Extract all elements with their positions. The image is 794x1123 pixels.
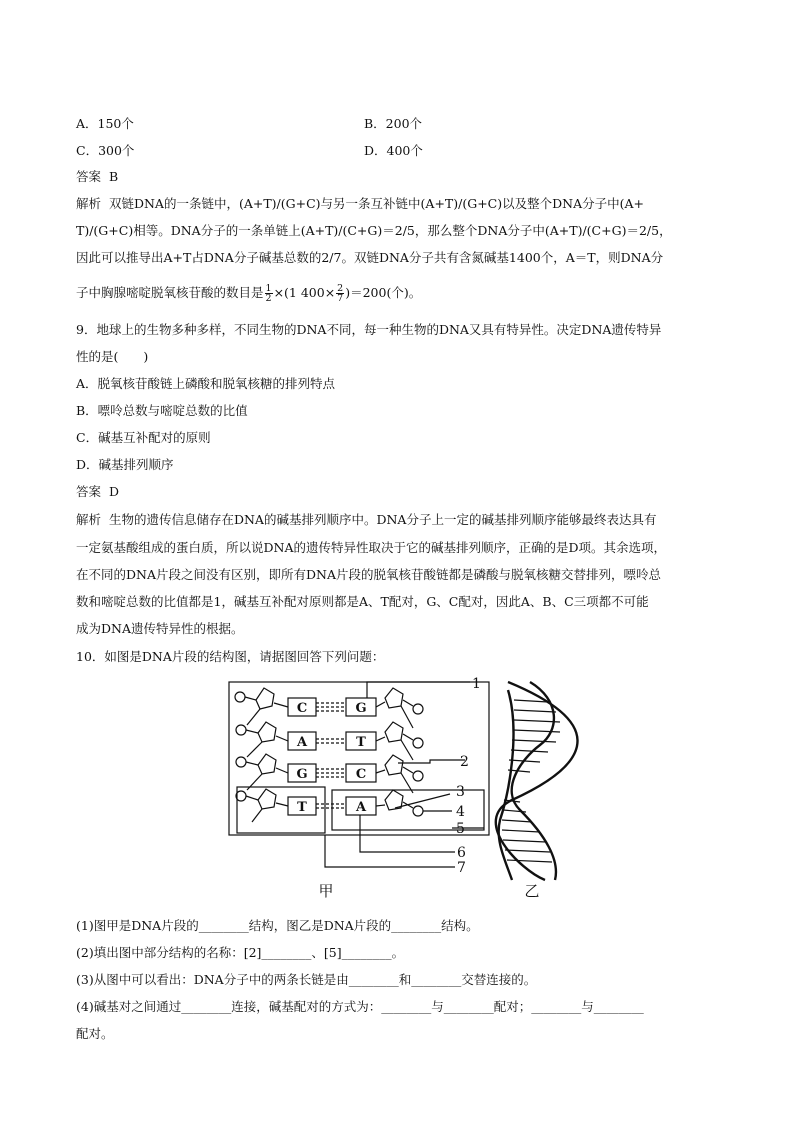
callout-3: 3 [456, 784, 465, 800]
q9-option-a: A．脱氧核苷酸链上磷酸和脱氧核糖的排列特点 [76, 376, 336, 391]
explanation-text: 生物的遗传信息储存在DNA的碱基排列顺序中。DNA分子上一定的碱基排列顺序能够最终表达具有 [108, 512, 657, 527]
explanation-text: ×(1 400× [273, 285, 336, 300]
q10-stem: 10．如图是DNA片段的结构图，请据图回答下列问题： [76, 649, 385, 664]
base-left-4: T [297, 800, 307, 815]
answer-value: D [108, 484, 119, 499]
double-helix [496, 682, 578, 880]
q10-sub2: (2)填出图中部分结构的名称：[2]________、[5]________。 [76, 945, 405, 960]
explanation-q9-line2: 一定氨基酸组成的蛋白质，所以说DNA的遗传特异性取决于它的碱基排列顺序，正确的是D项。其余选项， [76, 540, 667, 555]
callout-2: 2 [460, 754, 469, 770]
base-right-3: C [355, 767, 367, 782]
q9-option-c: C．碱基互补配对的原则 [76, 430, 211, 445]
q10-sub1: (1)图甲是DNA片段的________结构，图乙是DNA片段的________结构。 [76, 918, 479, 933]
explanation-q8-line3: 因此可以推导出A+T占DNA分子碱基总数的2/7。双链DNA分子共有含氮碱基1400个，A＝T，则DNA分 [76, 250, 664, 265]
explanation-text: 双链DNA的一条链中，(A+T)/(G+C)与另一条互补链中(A+T)/(G+C)以及整个DNA分子中(A+ [108, 196, 644, 211]
left-backbone [235, 688, 276, 822]
base-right-1: G [355, 701, 367, 716]
option-c: C．300个 [76, 143, 135, 158]
base-left-3: G [296, 767, 308, 782]
explanation-label: 解析 [76, 196, 102, 211]
base-left-2: A [296, 735, 308, 750]
explanation-q9-line5: 成为DNA遗传特异性的根据。 [76, 621, 244, 636]
q10-sub3: (3)从图中可以看出：DNA分子中的两条长链是由________和________交替连接的。 [76, 972, 537, 987]
base-right-2: T [356, 735, 366, 750]
q10-sub4-line1: (4)碱基对之间通过________连接，碱基配对的方式为：________与________配对；________与________ [76, 999, 644, 1014]
base-left-1: C [296, 701, 308, 716]
explanation-text: 子中胸腺嘧啶脱氧核苷酸的数目是 [76, 285, 264, 300]
label-yi: 乙 [524, 882, 540, 900]
fraction-two-sevenths: $\frac{2}{7}$ [337, 283, 344, 304]
option-b: B．200个 [364, 116, 423, 131]
q9-stem-line2: 性的是( ) [76, 349, 149, 364]
fraction-one-half: $\frac{1}{2}$ [265, 283, 272, 304]
option-a: A．150个 [76, 116, 134, 131]
answer-value: B [108, 169, 119, 184]
answer-label: 答案 [76, 169, 102, 184]
q9-option-b: B．嘌呤总数与嘧啶总数的比值 [76, 403, 248, 418]
callout-5: 5 [456, 821, 465, 837]
q10-sub4-line2: 配对。 [76, 1026, 114, 1041]
callout-7: 7 [457, 860, 466, 876]
explanation-q9-line3: 在不同的DNA片段之间没有区别，即所有DNA片段的脱氧核苷酸链都是磷酸与脱氧核糖交替排列，嘌呤总 [76, 567, 661, 582]
callout-6: 6 [457, 845, 466, 861]
base-right-4: A [355, 800, 367, 815]
option-d: D．400个 [364, 143, 423, 158]
answer-label: 答案 [76, 484, 102, 499]
explanation-label: 解析 [76, 512, 102, 527]
right-backbone [385, 688, 423, 816]
callout-1: 1 [472, 676, 481, 692]
callout-4: 4 [456, 804, 465, 820]
explanation-q8-line2: T)/(G+C)相等。DNA分子的一条单链上(A+T)/(C+G)＝2/5，那么整个DNA分子中(A+T)/(C+G)＝2/5， [76, 223, 672, 238]
hydrogen-bonds [316, 703, 346, 808]
q9-stem-line1: 9．地球上的生物多种多样，不同生物的DNA不同，每一种生物的DNA又具有特异性。决定DNA遗传特异 [76, 322, 662, 337]
label-jia: 甲 [318, 882, 334, 900]
q9-option-d: D．碱基排列顺序 [76, 457, 174, 472]
explanation-text: )＝200(个)。 [345, 285, 422, 300]
explanation-q9-line4: 数和嘧啶总数的比值都是1，碱基互补配对原则都是A、T配对，G、C配对，因此A、B、C三项都不可能 [76, 594, 649, 609]
